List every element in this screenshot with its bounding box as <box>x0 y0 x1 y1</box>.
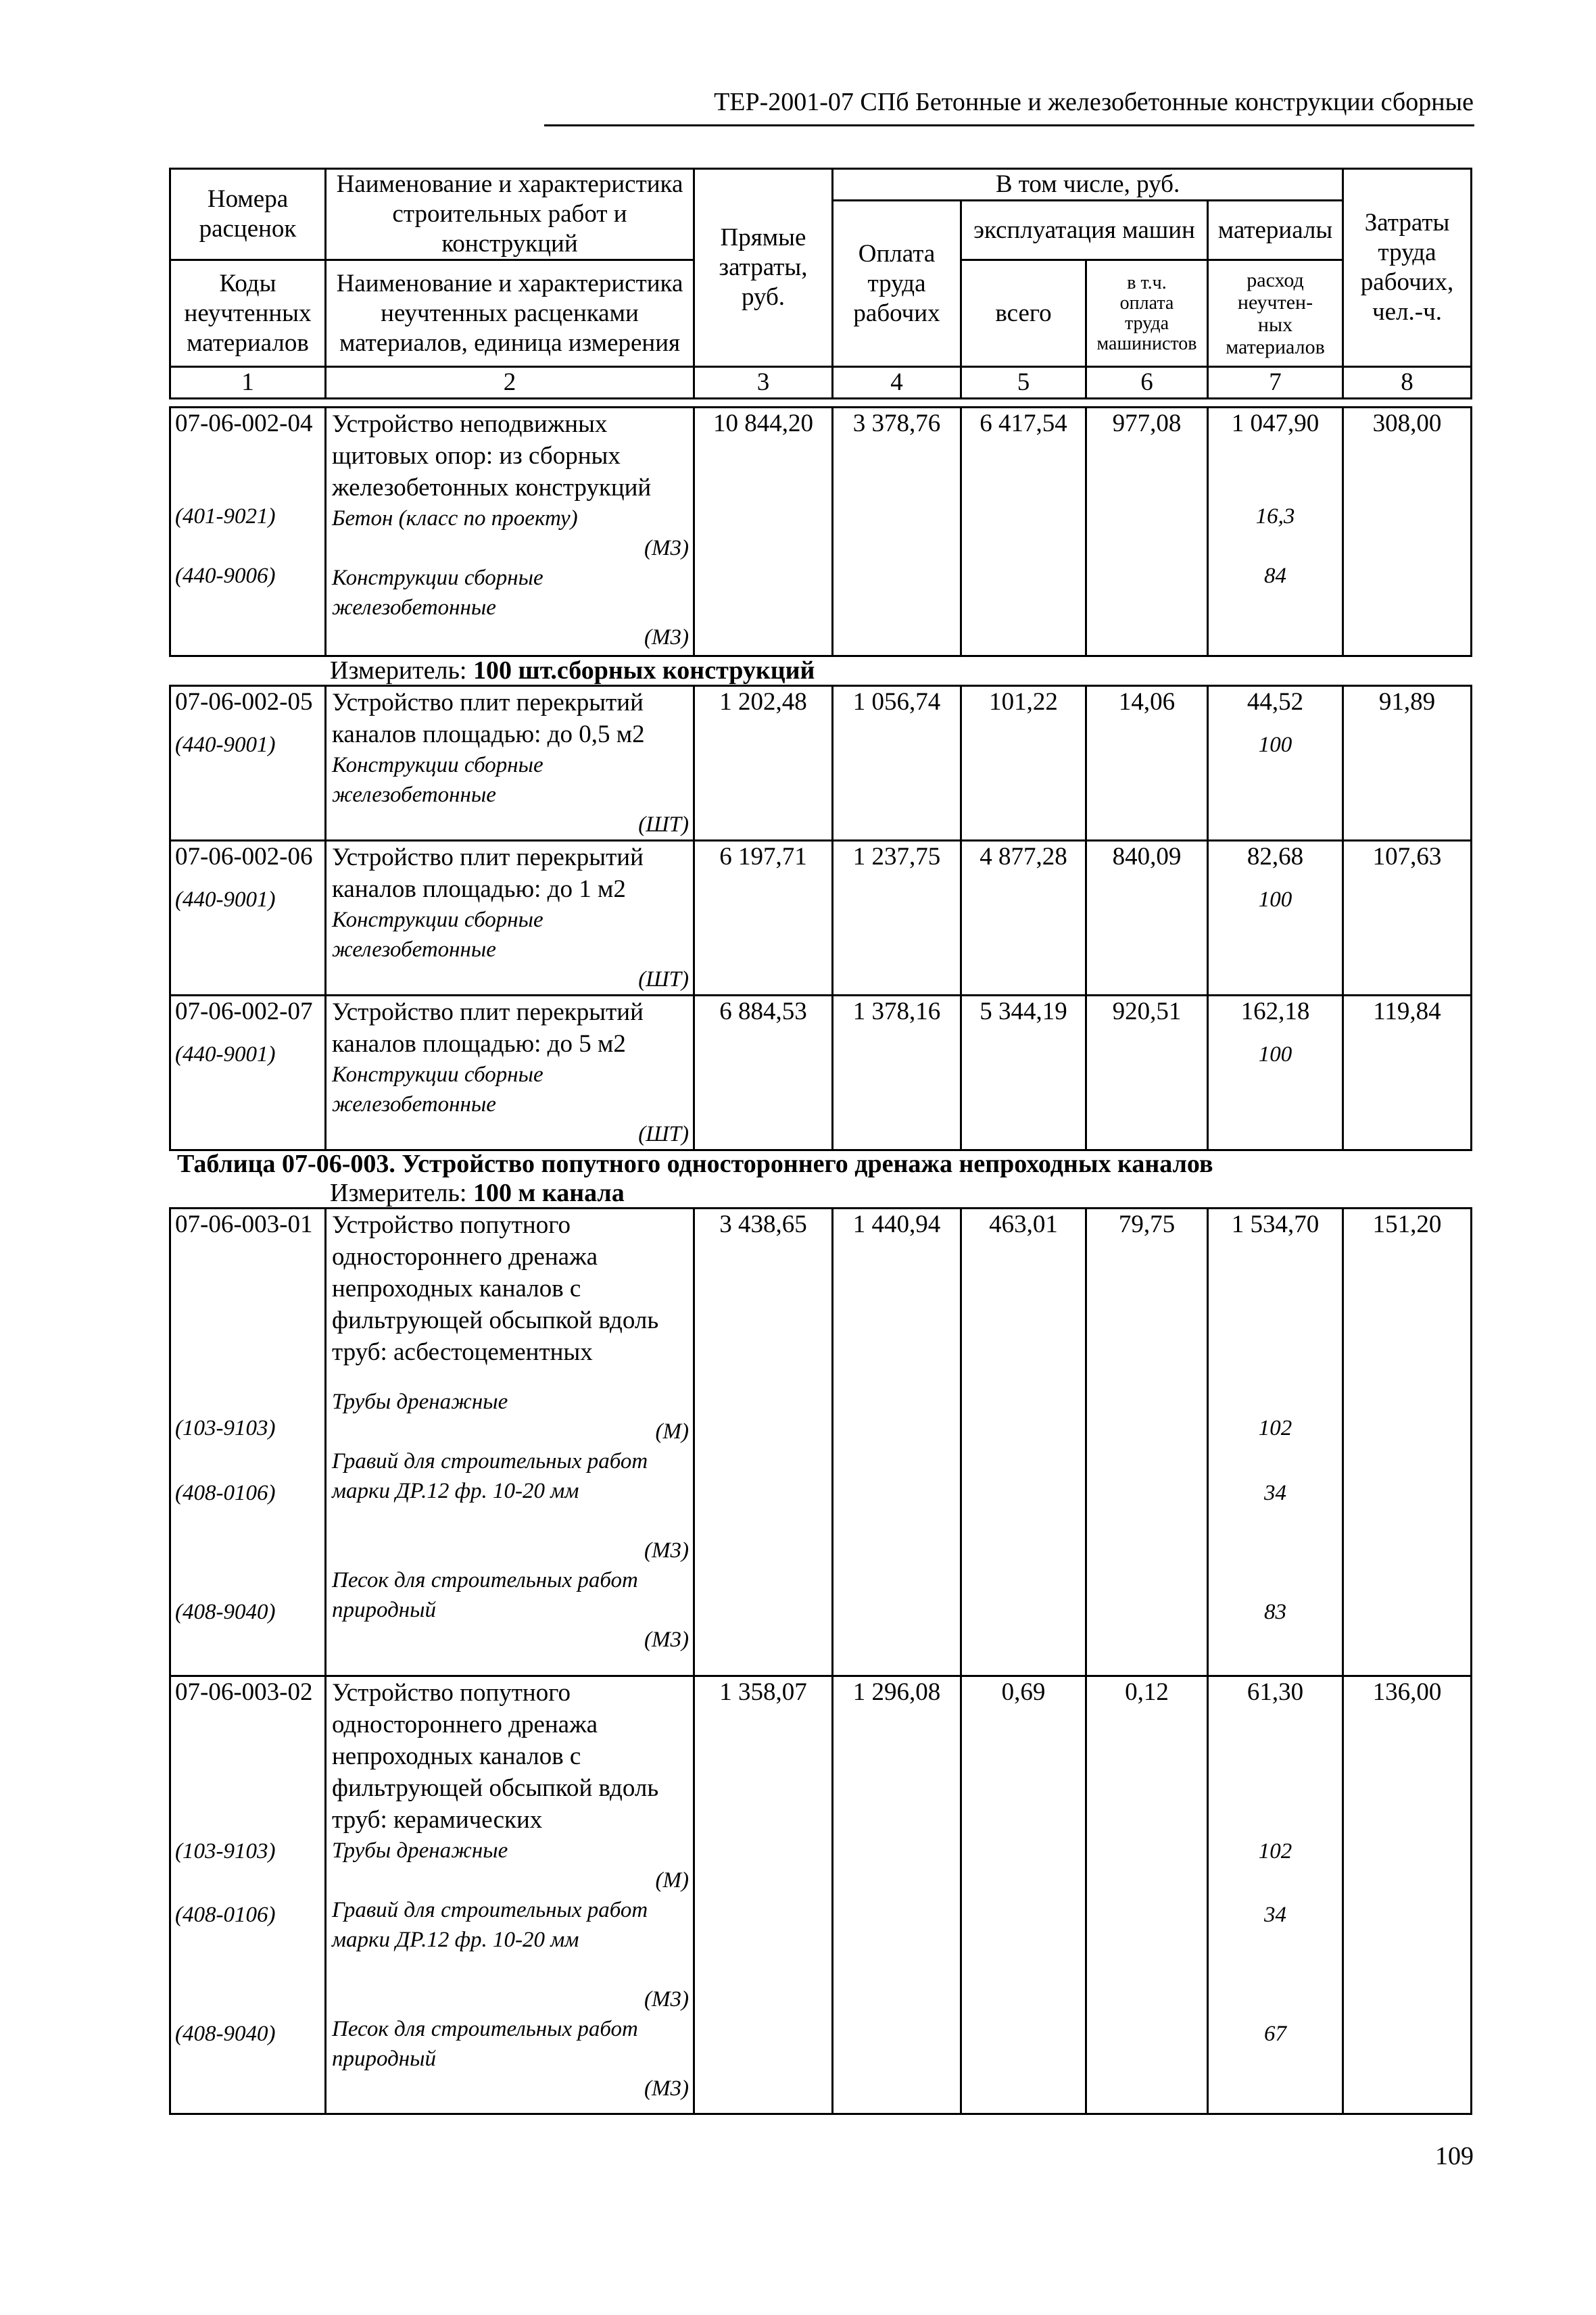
header-materials: материалы <box>1208 201 1343 260</box>
direct-costs: 10 844,20 <box>713 410 813 437</box>
rates-block-2 <box>169 685 1472 1151</box>
header-col6: в т.ч. оплата труда машинистов <box>1086 260 1208 367</box>
material-unit: (ШТ) <box>638 812 689 837</box>
labor-hours: 107,63 <box>1372 843 1442 871</box>
operator-pay: 14,06 <box>1118 688 1176 716</box>
header-number: 1 <box>170 367 326 399</box>
header-col5: всего <box>961 260 1086 367</box>
rate-title: Устройство плит перекрытий каналов площадью: до 0,5 м2 <box>332 689 645 748</box>
rate-title: Устройство плит перекрытий каналов площадью: до 5 м2 <box>332 998 644 1058</box>
rate-title: Устройство плит перекрытий каналов площадью: до 1 м2 <box>332 844 644 903</box>
material-code: (440-9001) <box>175 733 276 757</box>
material-qty: 100 <box>1258 887 1292 912</box>
header-number: 4 <box>833 367 961 399</box>
operator-pay: 977,08 <box>1112 410 1182 437</box>
header-col1-top: Номера расценок <box>170 169 326 260</box>
labor-pay: 1 378,16 <box>852 998 941 1025</box>
rate-code: 07-06-002-04 <box>175 410 313 437</box>
page-header: ТЕР-2001-07 СПб Бетонные и железобетонные конструкции сборные <box>714 88 1474 116</box>
material-qty: 83 <box>1264 1600 1286 1624</box>
material-code: (408-9040) <box>175 1600 276 1624</box>
machine-costs: 0,69 <box>1001 1678 1046 1706</box>
meter-caption-2: Измеритель: 100 м канала <box>330 1179 625 1207</box>
labor-pay: 1 237,75 <box>852 843 941 871</box>
material-code: (440-9001) <box>175 1042 276 1067</box>
header-col7: расход неучтен- ных материалов <box>1208 260 1343 367</box>
labor-hours: 136,00 <box>1372 1678 1442 1706</box>
machine-costs: 463,01 <box>989 1211 1058 1238</box>
material-unit: (М3) <box>644 536 689 560</box>
material-code: (408-0106) <box>175 1481 276 1505</box>
material-unit: (М3) <box>644 1538 689 1563</box>
direct-costs: 1 358,07 <box>719 1678 807 1706</box>
material-costs: 61,30 <box>1247 1678 1304 1706</box>
material-unit: (ШТ) <box>638 1122 689 1146</box>
header-number: 5 <box>961 367 1086 399</box>
header-machines: эксплуатация машин <box>961 201 1208 260</box>
material-name: Песок для строительных работ природный <box>332 1568 638 1622</box>
material-code: (440-9006) <box>175 564 276 588</box>
material-qty: 100 <box>1258 733 1292 757</box>
header-col3: Прямые затраты, руб. <box>694 169 833 367</box>
table-row <box>170 996 1472 1150</box>
header-number: 3 <box>694 367 833 399</box>
material-costs: 44,52 <box>1247 688 1304 716</box>
material-costs: 1 534,70 <box>1231 1211 1320 1238</box>
material-name: Трубы дренажные <box>332 1390 508 1414</box>
header-number: 7 <box>1208 367 1343 399</box>
machine-costs: 101,22 <box>989 688 1058 716</box>
material-name: Конструкции сборные железобетонные <box>332 1063 543 1117</box>
rates-block-1 <box>169 406 1472 657</box>
table-header <box>169 168 1472 399</box>
labor-pay: 3 378,76 <box>852 410 941 437</box>
material-qty: 34 <box>1264 1481 1286 1505</box>
material-name: Гравий для строительных работ марки ДР.12 фр. 10-20 мм <box>332 1898 648 1952</box>
material-name: Песок для строительных работ природный <box>332 2017 638 2071</box>
material-qty: 102 <box>1258 1839 1292 1863</box>
direct-costs: 6 884,53 <box>719 998 807 1025</box>
material-name: Бетон (класс по проекту) <box>332 506 578 531</box>
direct-costs: 6 197,71 <box>719 843 807 871</box>
material-qty: 67 <box>1264 2022 1286 2046</box>
material-code: (103-9103) <box>175 1416 276 1440</box>
material-qty: 16,3 <box>1255 504 1295 529</box>
page-number: 109 <box>1435 2142 1474 2170</box>
material-name: Трубы дренажные <box>332 1838 508 1863</box>
direct-costs: 1 202,48 <box>719 688 807 716</box>
rates-block-3 <box>169 1207 1472 2115</box>
machine-costs: 6 417,54 <box>980 410 1067 437</box>
labor-hours: 119,84 <box>1373 998 1441 1025</box>
rate-title: Устройство неподвижных щитовых опор: из сборных железобетонных конструкций <box>332 410 652 502</box>
material-code: (408-0106) <box>175 1903 276 1927</box>
table-row <box>170 686 1472 841</box>
material-unit: (М) <box>655 1868 689 1893</box>
rate-code: 07-06-003-02 <box>175 1678 313 1706</box>
header-col4: Оплата труда рабочих <box>833 201 961 367</box>
direct-costs: 3 438,65 <box>719 1211 807 1238</box>
labor-pay: 1 440,94 <box>852 1211 941 1238</box>
material-unit: (ШТ) <box>638 967 689 992</box>
machine-costs: 5 344,19 <box>980 998 1067 1025</box>
rate-code: 07-06-002-06 <box>175 843 313 871</box>
material-code: (408-9040) <box>175 2022 276 2046</box>
labor-hours: 151,20 <box>1372 1211 1442 1238</box>
rate-code: 07-06-002-05 <box>175 688 313 716</box>
header-col8: Затраты труда рабочих, чел.-ч. <box>1343 169 1472 367</box>
material-name: Конструкции сборные железобетонные <box>332 753 543 807</box>
operator-pay: 0,12 <box>1125 1678 1169 1706</box>
header-col1-bottom: Коды неучтенных материалов <box>170 260 326 367</box>
table-row <box>170 1676 1472 2114</box>
labor-hours: 308,00 <box>1372 410 1442 437</box>
operator-pay: 840,09 <box>1112 843 1182 871</box>
header-col2-top: Наименование и характеристика строительных работ и конструкций <box>326 169 694 260</box>
table-row <box>170 841 1472 996</box>
operator-pay: 79,75 <box>1118 1211 1176 1238</box>
material-qty: 34 <box>1264 1903 1286 1927</box>
labor-pay: 1 296,08 <box>852 1678 941 1706</box>
operator-pay: 920,51 <box>1112 998 1182 1025</box>
header-number: 2 <box>326 367 694 399</box>
material-code: (401-9021) <box>175 504 276 529</box>
material-code: (440-9001) <box>175 887 276 912</box>
material-name: Конструкции сборные железобетонные <box>332 566 543 620</box>
material-code: (103-9103) <box>175 1839 276 1863</box>
labor-hours: 91,89 <box>1378 688 1436 716</box>
material-qty: 84 <box>1264 564 1286 588</box>
material-unit: (М) <box>655 1419 689 1444</box>
header-rule <box>544 124 1474 126</box>
labor-pay: 1 056,74 <box>852 688 941 716</box>
rate-title: Устройство попутного одностороннего дренажа непроходных каналов с фильтрующей обсыпкой вдоль труб: асбестоцементных <box>332 1211 659 1366</box>
material-unit: (М3) <box>644 1987 689 2012</box>
table-title: Таблица 07-06-003. Устройство попутного одностороннего дренажа непроходных каналов <box>177 1150 1213 1178</box>
table-row <box>170 1209 1472 1676</box>
material-unit: (М3) <box>644 1628 689 1652</box>
rate-code: 07-06-003-01 <box>175 1211 313 1238</box>
material-costs: 162,18 <box>1240 998 1310 1025</box>
material-name: Гравий для строительных работ марки ДР.12 фр. 10-20 мм <box>332 1449 648 1503</box>
machine-costs: 4 877,28 <box>980 843 1067 871</box>
header-col2-bottom: Наименование и характеристика неучтенных расценками материалов, единица измерения <box>326 260 694 367</box>
material-qty: 102 <box>1258 1416 1292 1440</box>
material-unit: (М3) <box>644 2076 689 2101</box>
material-qty: 100 <box>1258 1042 1292 1067</box>
rate-code: 07-06-002-07 <box>175 998 313 1025</box>
header-number: 8 <box>1343 367 1472 399</box>
header-number: 6 <box>1086 367 1208 399</box>
material-name: Конструкции сборные железобетонные <box>332 908 543 962</box>
rate-title: Устройство попутного одностороннего дренажа непроходных каналов с фильтрующей обсыпкой вдоль труб: керамических <box>332 1679 659 1834</box>
header-group: В том числе, руб. <box>833 169 1343 201</box>
meter-caption-1: Измеритель: 100 шт.сборных конструкций <box>330 656 815 685</box>
material-costs: 1 047,90 <box>1231 410 1320 437</box>
table-row <box>170 408 1472 656</box>
material-unit: (М3) <box>644 625 689 650</box>
material-costs: 82,68 <box>1247 843 1304 871</box>
